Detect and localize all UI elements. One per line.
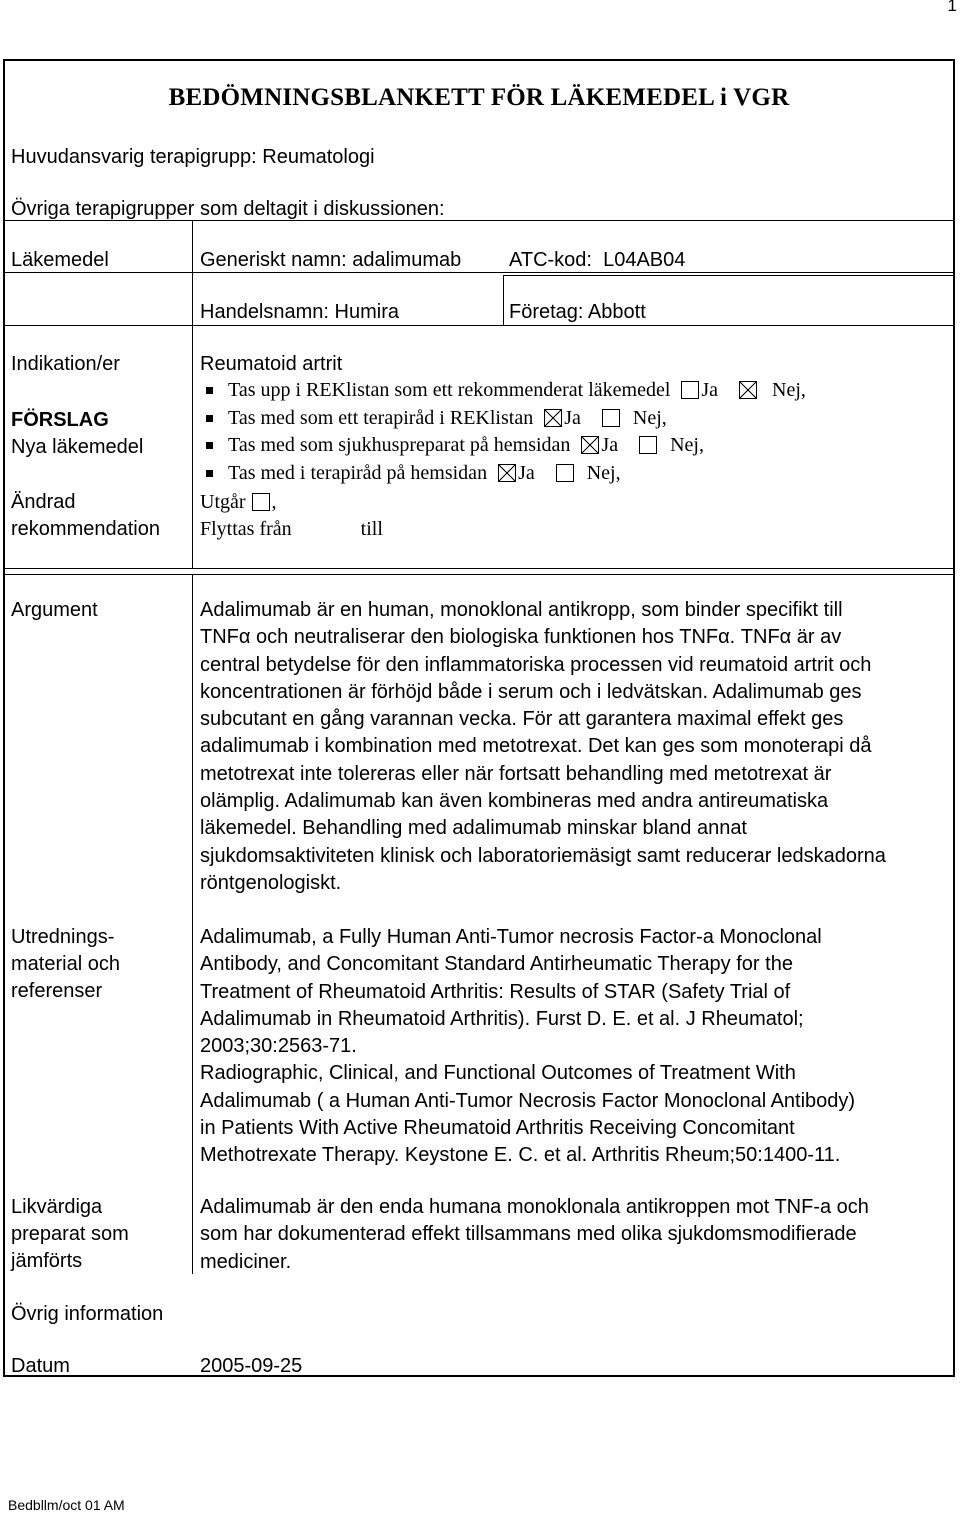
rekommendation-label: rekommendation: [11, 518, 160, 540]
nej-label: Nej,: [632, 406, 667, 429]
nya-lakemedel-label: Nya läkemedel: [11, 436, 144, 458]
utgar-suffix: ,: [271, 491, 277, 513]
indikation-label: Indikation/er: [11, 353, 120, 375]
ja-label: Ja: [518, 461, 535, 484]
utredning-label-line: Utrednings-: [11, 926, 115, 948]
generiskt-namn: Generiskt namn: adalimumab: [200, 249, 462, 271]
forslag-label: FÖRSLAG: [11, 409, 109, 431]
bullet-icon: [206, 442, 213, 449]
argument-line: olämplig. Adalimumab kan även kombineras med andra antireumatiska: [200, 790, 829, 813]
likvardiga-line: Adalimumab är den enda humana monoklonala antikroppen mot TNF-a och: [200, 1196, 869, 1218]
reference-line: 2003;30:2563-71.: [200, 1035, 357, 1058]
flyttas-row: [200, 516, 383, 543]
utredning-label: [11, 924, 120, 1005]
likvardiga-label-line: jämförts: [11, 1250, 83, 1272]
utgar-row: [200, 489, 277, 516]
diagnosis: Reumatoid artrit: [200, 353, 343, 375]
ja-checkbox-checked[interactable]: [498, 464, 516, 482]
likvardiga-label: [11, 1194, 129, 1275]
flyttas-label: Flyttas från: [200, 518, 292, 540]
divider: [503, 275, 953, 276]
andrad-label: Ändrad: [11, 491, 76, 513]
bullet-icon: [206, 387, 213, 394]
divider: [5, 325, 953, 326]
atc-kod: ATC-kod: L04AB04: [509, 249, 686, 271]
column-divider: [192, 574, 193, 1274]
utgar-checkbox[interactable]: [252, 493, 270, 511]
divider: [5, 574, 953, 575]
datum-value: 2005-09-25: [200, 1355, 303, 1377]
form-title: BEDÖMNINGSBLANKETT FÖR LÄKEMEDEL i VGR: [168, 84, 790, 111]
decision-text: Tas med som sjukhuspreparat på hemsidan: [228, 434, 571, 456]
nej-checkbox[interactable]: [639, 436, 657, 454]
argument-line: metotrexat inte tolereras eller när fortsatt behandling med metotrexat är: [200, 762, 832, 785]
likvardiga-line: som har dokumenterad effekt tillsammans med olika sjukdomsmodifierade: [200, 1223, 857, 1246]
ovrig-information-label: Övrig information: [11, 1303, 164, 1325]
footer-text: Bedbllm/oct 01 AM: [8, 1497, 125, 1513]
nej-checkbox[interactable]: [602, 409, 620, 427]
reference-line: Adalimumab in Rheumatoid Arthritis). Furst D. E. et al. J Rheumatol;: [200, 1007, 804, 1030]
divider: [5, 272, 953, 273]
utredning-label-line: referenser: [11, 980, 103, 1002]
page-number: 1: [947, 0, 957, 15]
likvardiga-label-line: preparat som: [11, 1223, 129, 1245]
argument-line: central betydelse för den inflammatoriska processen vid reumatoid artrit och: [200, 653, 872, 676]
argument-line: koncentrationen är förhöjd både i serum och i ledvätskan. Adalimumab ges: [200, 680, 862, 703]
argument-line: läkemedel. Behandling med adalimumab minskar bland annat: [200, 817, 747, 840]
argument-line: sjukdomsaktiviteten klinisk och laboratoriemäsigt samt reducerar ledskadorna: [200, 844, 886, 867]
likvardiga-line: mediciner.: [200, 1250, 292, 1273]
assessment-form: [3, 59, 955, 1377]
argument-label: Argument: [11, 599, 98, 621]
foretag: Företag: Abbott: [509, 301, 646, 323]
reference-line: Methotrexate Therapy. Keystone E. C. et al. Arthritis Rheum;50:1400-11.: [200, 1144, 841, 1167]
references-text: [200, 924, 940, 1170]
nej-checkbox-checked[interactable]: [739, 381, 757, 399]
nej-checkbox[interactable]: [556, 464, 574, 482]
decision-text: Tas med som ett terapiråd i REKlistan: [228, 406, 534, 429]
handelsnamn: Handelsnamn: Humira: [200, 301, 399, 323]
decision-text: Tas med i terapiråd på hemsidan: [228, 461, 488, 484]
divider: [5, 568, 953, 569]
decision-text: Tas upp i REKlistan som ett rekommenderat läkemedel: [228, 379, 671, 401]
ja-checkbox-checked[interactable]: [581, 436, 599, 454]
lakemedel-label: Läkemedel: [11, 249, 109, 271]
reference-line: Adalimumab ( a Human Anti-Tumor Necrosis Factor Monoclonal Antibody): [200, 1089, 856, 1112]
utgar-label: Utgår: [200, 491, 246, 513]
datum-label: Datum: [11, 1355, 70, 1377]
decision-row-terapirad-hemsidan: [200, 460, 806, 488]
argument-line: Adalimumab är en human, monoklonal antikropp, som binder specifikt till: [200, 599, 843, 621]
reference-line: in Patients With Active Rheumatoid Arthritis Receiving Concomitant: [200, 1117, 795, 1140]
bullet-icon: [206, 415, 213, 422]
ja-label: Ja: [601, 434, 619, 456]
till-label: till: [360, 518, 383, 540]
argument-line: röntgenologiskt.: [200, 871, 342, 894]
argument-line: TNFα och neutraliserar den biologiska funktionen hos TNFα. TNFα är av: [200, 626, 842, 649]
ja-checkbox-checked[interactable]: [544, 409, 562, 427]
ja-label: Ja: [564, 406, 581, 429]
decision-row-reklistan: [200, 377, 806, 405]
reference-line: Radiographic, Clinical, and Functional Outcomes of Treatment With: [200, 1062, 796, 1085]
decision-row-sjukhuspreparat: [200, 432, 806, 460]
nej-label: Nej,: [772, 379, 806, 401]
divider: [5, 220, 953, 221]
ovriga-grupper-text: Övriga terapigrupper som deltagit i diskussionen:: [11, 198, 445, 220]
reference-line: Adalimumab, a Fully Human Anti-Tumor necrosis Factor-a Monoclonal: [200, 926, 822, 948]
likvardiga-label-line: Likvärdiga: [11, 1196, 103, 1218]
bullet-icon: [206, 470, 213, 477]
nej-label: Nej,: [586, 461, 621, 484]
column-divider: [192, 325, 193, 568]
reference-line: Antibody, and Concomitant Standard Antirheumatic Therapy for the: [200, 953, 793, 976]
argument-line: subcutant en gång varannan vecka. För att garantera maximal effekt ges: [200, 708, 844, 731]
ja-label: Ja: [701, 379, 719, 401]
decision-row-terapirad-reklistan: [200, 405, 806, 433]
column-divider: [503, 275, 504, 325]
column-divider: [192, 221, 193, 325]
utredning-label-line: material och: [11, 953, 120, 975]
huvudansvarig-text: Huvudansvarig terapigrupp: Reumatologi: [11, 146, 375, 168]
decision-list: [200, 377, 806, 487]
nej-label: Nej,: [670, 434, 704, 456]
argument-line: adalimumab i kombination med metotrexat. Det kan ges som monoterapi då: [200, 735, 872, 758]
ja-checkbox[interactable]: [681, 381, 699, 399]
argument-text: [200, 597, 940, 897]
reference-line: Treatment of Rheumatoid Arthritis: Results of STAR (Safety Trial of: [200, 980, 791, 1003]
likvardiga-text: [200, 1194, 940, 1276]
